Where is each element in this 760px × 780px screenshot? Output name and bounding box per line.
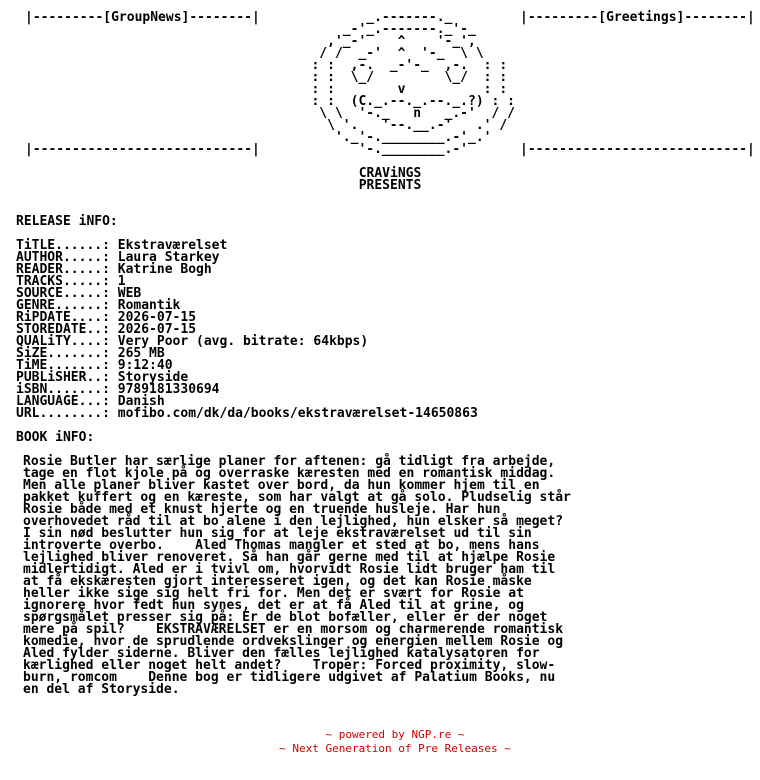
release-field-label: TiME.......: [16,358,110,373]
release-field-label: SOURCE.....: [16,286,110,301]
release-field-label: QUALiTY....: [16,334,110,349]
book-description: Rosie Butler har særlige planer for aftenen: gå tidligt fra arbejde, tage en flot kjole på og overraske kæresten med en romantisk middag. Men alle planer bliver kastet over bord, da hun kommer hjem til en pakket kuffert og en kæreste, som har valgt at gå solo. Pludselig står Rosie både med et knust hjerte og en truende husleje. Har hun overhovedet råd til at bo alene i den lejlighed, hun elsker så meget? I sin nød beslutter hun sig for at leje ekstraværelset ud til sin introverte overbo. Aled Thomas mangler et sted at bo, mens hans lejlighed bliver renoveret. Så han går gerne med til at hjælpe Rosie midlertidigt. Aled er i tvivl om, hvorvidt Rosie lidt bruger ham til at få ekskæresten gjort interesseret igen, og det kan Rosie måske heller ikke sige sig helt fri for. Men det er svært for Rosie at ignorere hvor fedt hun synes, det er at få Aled til at grine, og spørgsmålet presser sig på: Er de blot bofæller, eller er der noget mere på spil? EKSTRAVÆRELSET er en morsom og charmerende romantisk komedie, hvor de sprudlende ordvekslinger og energien mellem Rosie og Aled fylder siderne. Bliver den fælles lejlighed katalysatoren for kærlighed eller noget helt andet? Troper: Forced proximity, slow- burn, romcom Denne bog er tidligere udgivet af Palatium Books, nu en del af Storyside. [23,454,571,697]
footer-tagline: ~ Next Generation of Pre Releases ~ [279,742,511,755]
release-field-value: mofibo.com/dk/da/books/ekstraværelset-14650863 [117,406,478,421]
release-field-value: 9:12:40 [117,358,173,373]
release-field-label: TRACKS.....: [16,274,110,289]
groupnews-banner-bottom: |----------------------------| [25,142,260,157]
release-field-row [16,408,478,420]
release-field-label: RiPDATE....: [16,310,110,325]
release-field-value: Laura Starkey [117,250,220,265]
release-field-value: 1 [117,274,126,289]
release-field-label: PUBLiSHER..: [16,370,110,385]
release-field-value: 2026-07-15 [117,322,197,337]
release-field-value: 265 MB [117,346,165,361]
book-info-heading: BOOK iNFO: [16,430,95,445]
groupnews-banner: |---------[GroupNews]--------| [25,10,260,25]
release-field-label: AUTHOR.....: [16,250,110,265]
release-info-heading: RELEASE iNFO: [16,214,118,229]
footer [0,728,760,756]
group-presents [0,168,760,192]
greetings-banner-bottom: |----------------------------| [520,142,755,157]
presents-label: PRESENTS [358,178,422,193]
ascii-face-art: _.-------._ _-'_.-------._'-_ ,'_-' ^ '-_', / / _-' ^ '-_ \ \ : : ,-. _-'-_ ,-. : : : : \_/ \_/ : : : : v : : : : (C._.--._.--._.?) : : \ \ '-._ n _.-' / / \ '. '--.__.-' .' / '._'-.________.-'_.' '-.________.-' [311,10,515,157]
release-field-value: WEB [117,286,142,301]
release-field-value: Ekstraværelset [117,238,228,253]
release-field-value: Storyside [117,370,189,385]
release-field-label: SiZE.......: [16,346,110,361]
release-field-label: STOREDATE..: [16,322,110,337]
release-field-value: Danish [117,394,165,409]
release-fields [16,240,478,420]
release-field-label: TiTLE......: [16,238,110,253]
release-field-label: iSBN.......: [16,382,110,397]
footer-powered-by: ~ powered by NGP.re ~ [325,728,465,741]
release-field-value: Romantik [117,298,181,313]
group-name: CRAViNGS [358,166,422,181]
release-field-value: Katrine Bogh [117,262,212,277]
release-field-label: GENRE......: [16,298,110,313]
release-field-value: 9789181330694 [117,382,220,397]
release-field-label: URL........: [16,406,110,421]
release-field-value: Very Poor (avg. bitrate: 64kbps) [117,334,369,349]
release-field-label: READER.....: [16,262,110,277]
release-field-value: 2026-07-15 [117,310,197,325]
release-field-label: LANGUAGE...: [16,394,110,409]
greetings-banner: |---------[Greetings]--------| [520,10,755,25]
release-info-table [16,240,478,420]
